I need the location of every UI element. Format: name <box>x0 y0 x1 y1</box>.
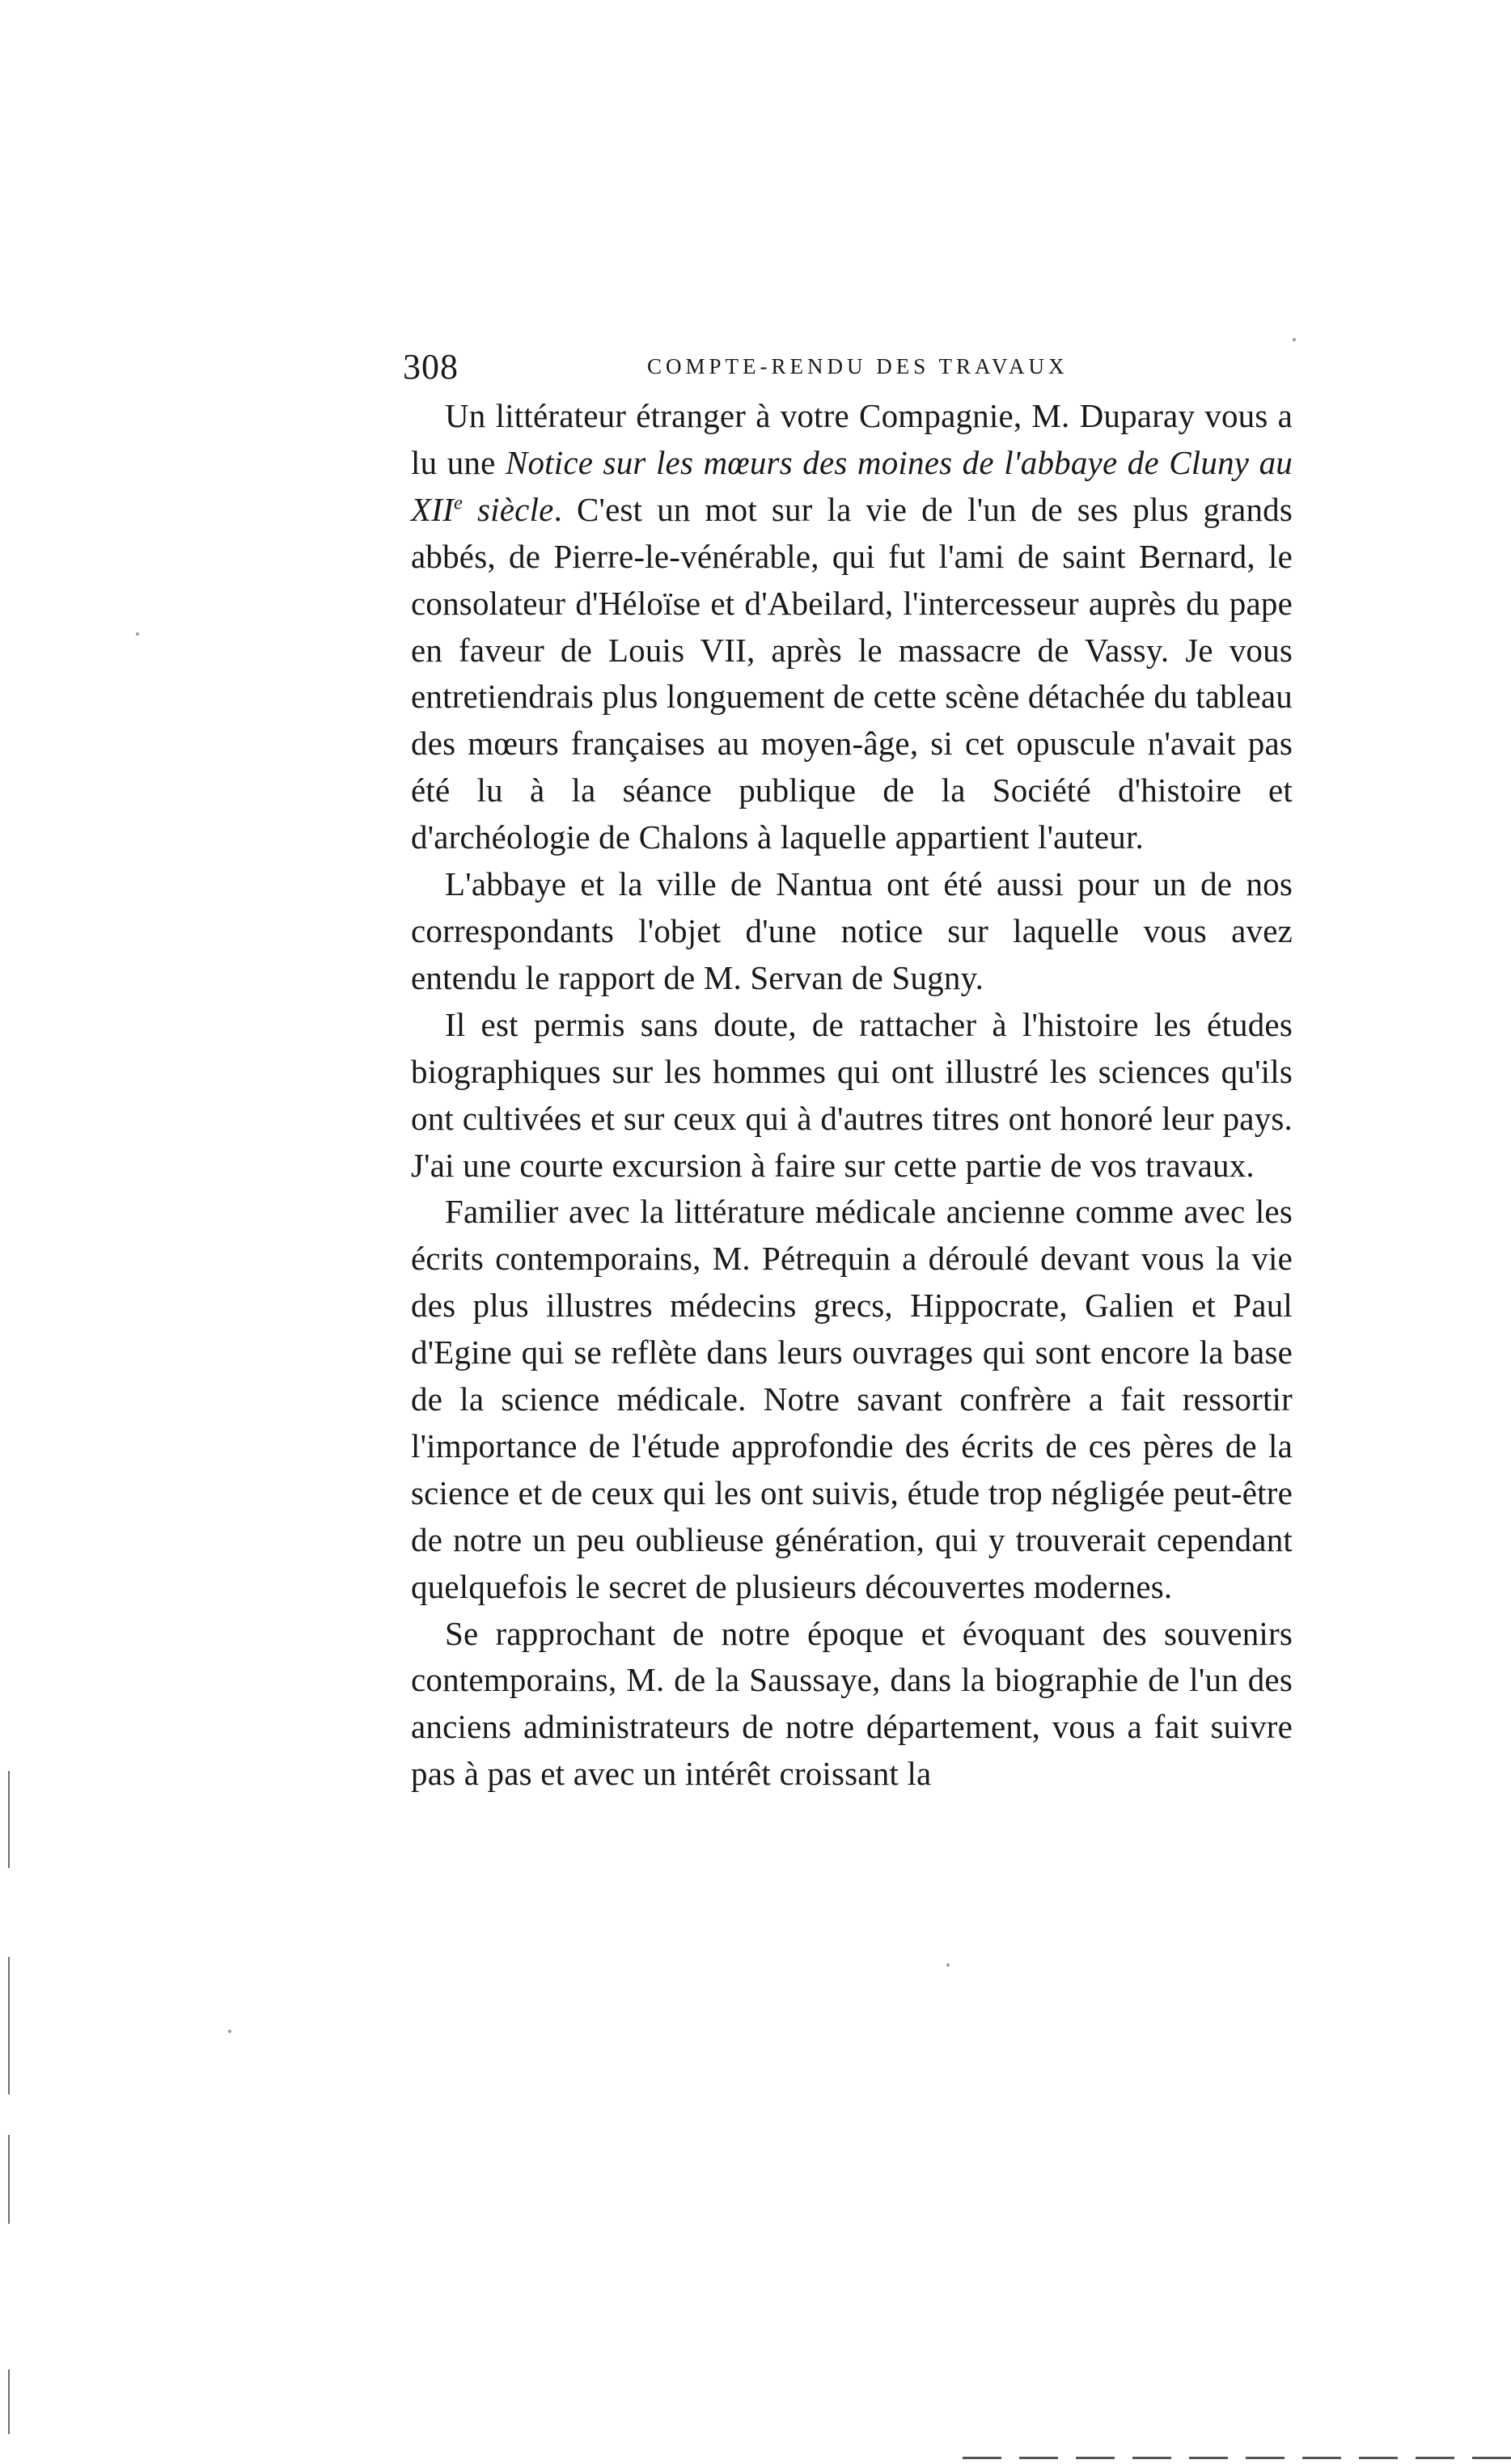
notice-title: Notice sur les mœurs des moines de l'abbaye de Cluny au XII <box>411 443 1293 528</box>
paragraph-3: Il est permis sans doute, de rattacher à l'histoire les études biographiques sur les hommes qui ont illustré les sciences qu'ils ont cultivées et sur ceux qui à d'autres titres ont honoré leur pays. J'ai une courte excursion à faire sur cette partie de vos travaux. <box>411 1005 1293 1184</box>
paragraph-5: Se rapprochant de notre époque et évoquant des souvenirs contemporains, M. de la Saussaye, dans la biographie de l'un des anciens administrateurs de notre département, vous a fait suivre pas à pas et avec un intérêt croissant la <box>411 1614 1293 1793</box>
notice-title-end: siècle <box>463 490 554 528</box>
scan-margin-mark <box>8 2135 10 2224</box>
paragraph-1-text-start: Un littérateur étranger à votre Compagnie, M. Duparay vous a lu une <box>411 397 1293 481</box>
scan-margin-mark <box>8 1957 10 2094</box>
scan-margin-mark <box>8 2369 10 2434</box>
page-header <box>403 346 1293 395</box>
paragraph-1 <box>411 393 1293 861</box>
running-head: COMPTE-RENDU DES TRAVAUX <box>647 354 1069 378</box>
paragraph-2: L'abbaye et la ville de Nantua ont été aussi pour un de nos correspondants l'objet d'une notice sur laquelle vous avez entendu le rapport de M. Servan de Sugny. <box>411 865 1293 996</box>
scan-margin-mark <box>8 1771 10 1868</box>
century-superscript: e <box>453 492 463 514</box>
paragraph-1-text-end: . C'est un mot sur la vie de l'un de ses plus grands abbés, de Pierre-le-vénérable, qui fut l'ami de saint Bernard, le consolateur d'Héloïse et d'Abeilard, l'intercesseur auprès du pape en faveur de Louis VII, après le massacre de Vassy. Je vous entretiendrais plus longuement de cette scène détachée du tableau des mœurs françaises au moyen-âge, si cet opuscule n'avait pas été lu à la séance publique de la Société d'histoire et d'archéologie de Chalons à laquelle appartient l'auteur. <box>411 490 1293 856</box>
paragraph-4: Familier avec la littérature médicale ancienne comme avec les écrits contemporains, M. Pétrequin a déroulé devant vous la vie des plus illustres médecins grecs, Hippocrate, Galien et Paul d'Egine qui se reflète dans leurs ouvrages qui sont encore la base de la science médicale. Notre savant confrère a fait ressortir l'importance de l'étude approfondie des écrits de ces pères de la science et de ceux qui les ont suivis, étude trop négligée peut-être de notre un peu oublieuse génération, qui y trouverait cependant quelquefois le secret de plusieurs découvertes modernes. <box>411 1193 1293 1605</box>
scan-speck <box>1293 338 1296 341</box>
scan-speck <box>136 632 139 636</box>
scan-speck <box>946 1963 950 1967</box>
scan-speck <box>228 2030 231 2033</box>
body-text <box>411 393 1293 1798</box>
page-number: 308 <box>403 347 459 387</box>
bottom-scan-edge <box>963 2457 1511 2459</box>
